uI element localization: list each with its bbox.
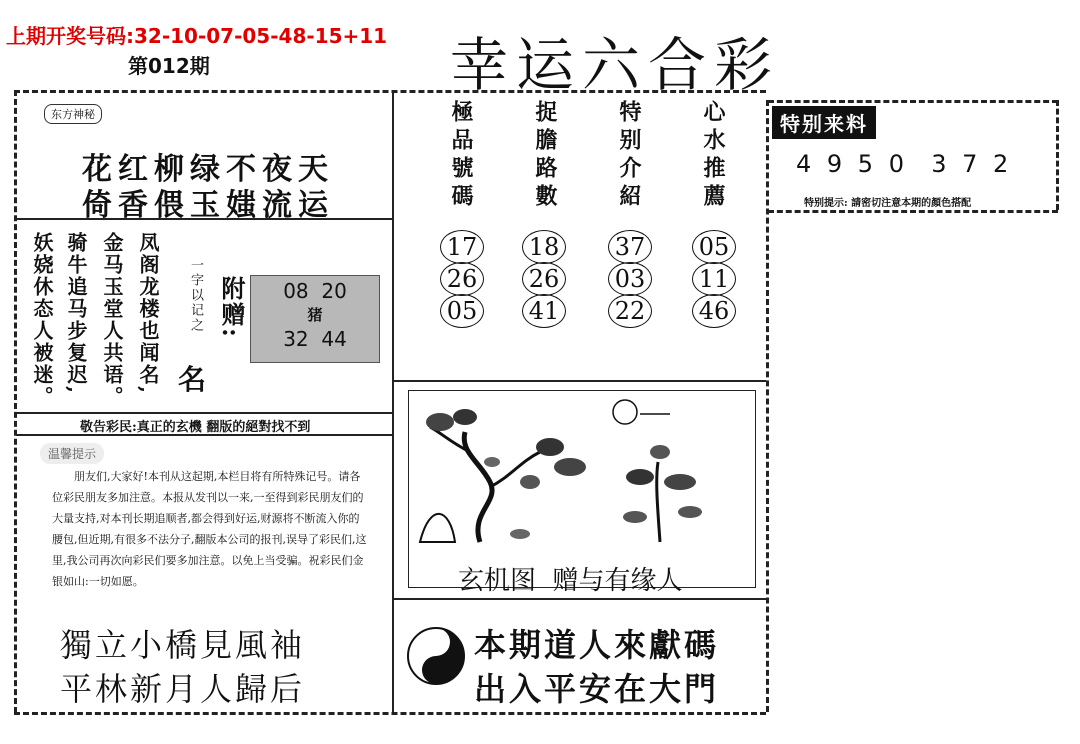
divider-right-1 bbox=[394, 380, 766, 382]
column-head-3: 特别介紹 bbox=[616, 100, 642, 212]
number-ball: 17 bbox=[440, 230, 484, 264]
number-ball: 18 bbox=[522, 230, 566, 264]
stamp-badge: 东方神秘 bbox=[44, 104, 102, 124]
frame-top-left bbox=[14, 90, 766, 93]
number-ball: 26 bbox=[522, 262, 566, 296]
bottom-right-poem-2: 出入平安在大門 bbox=[474, 670, 720, 708]
bottom-right-poem-1: 本期道人來獻碼 bbox=[474, 626, 720, 664]
last-draw-numbers: 上期开奖号码:32-10-07-05-48-15+11 bbox=[6, 24, 388, 48]
issue-number: 第012期 bbox=[128, 54, 210, 78]
notice-body: 朋友们,大家好!本刊从这起期,本栏目将有所特殊记号。请各位彩民朋友多加注意。本报从发刊以一来,一至得到彩民朋友们的大量支持,对本刊长期追顺者,都会得到好运,财源将不断流入你的腰包,但近期,有很多不法分子,翻版本公司的报刊,误导了彩民们,这里,我公司再次向彩民们要多加注意。以免上当受骗。祝彩民们金银如山:一切如愿。 bbox=[52, 470, 367, 588]
riddle-column-1: 妖娆休态人被迷。 bbox=[30, 232, 54, 408]
column-head-1: 極品號碼 bbox=[448, 100, 474, 212]
frame-special-bottom bbox=[768, 210, 1058, 213]
divider-center bbox=[392, 92, 394, 712]
column-head-4: 心水推薦 bbox=[700, 100, 726, 212]
number-ball: 05 bbox=[440, 294, 484, 328]
riddle-hint: 一字以记之 bbox=[188, 258, 203, 333]
riddle-column-3: 金马玉堂人共语。 bbox=[100, 232, 124, 408]
divider-left-2 bbox=[16, 412, 392, 414]
gift-numbers-2: 32 44 bbox=[283, 327, 347, 351]
riddle-column-2: 骑牛追马步复迟, bbox=[64, 232, 88, 395]
yin-yang-icon bbox=[406, 626, 466, 686]
special-tip: 特别提示: 請密切注意本期的顏色搭配 bbox=[804, 198, 972, 209]
page-title: 幸运六合彩 bbox=[450, 31, 781, 99]
mystery-caption: 玄机图 赠与有缘人 bbox=[458, 566, 683, 596]
divider-right-2 bbox=[394, 598, 766, 600]
gift-label: 附赠: bbox=[217, 276, 246, 339]
poem-line-1: 花红柳绿不夜天 bbox=[82, 152, 334, 187]
frame-left bbox=[14, 90, 17, 713]
gift-zodiac: 猪 bbox=[307, 306, 323, 324]
frame-right-far bbox=[1056, 100, 1059, 210]
number-ball: 11 bbox=[692, 262, 736, 296]
bottom-poem-2: 平林新月人歸后 bbox=[60, 670, 306, 708]
notice-badge: 温馨提示 bbox=[40, 443, 104, 464]
number-ball: 37 bbox=[608, 230, 652, 264]
riddle-answer-hint: 名 bbox=[178, 363, 207, 396]
frame-top-right bbox=[768, 100, 1058, 103]
special-label: 特别来料 bbox=[772, 106, 876, 139]
frame-bottom bbox=[14, 712, 766, 715]
number-ball: 05 bbox=[692, 230, 736, 264]
gift-box bbox=[250, 275, 380, 363]
riddle-column-4: 凤阁龙楼也闻名, bbox=[136, 232, 160, 395]
gift-numbers-1: 08 20 bbox=[283, 279, 347, 303]
number-ball: 22 bbox=[608, 294, 652, 328]
frame-right-mid bbox=[766, 100, 769, 712]
bottom-poem-1: 獨立小橋見風袖 bbox=[60, 626, 306, 664]
mystery-picture bbox=[410, 392, 752, 552]
warning-text: 敬告彩民:真正的玄機 翻版的絕對找不到 bbox=[80, 420, 311, 435]
number-ball: 46 bbox=[692, 294, 736, 328]
number-ball: 41 bbox=[522, 294, 566, 328]
special-numbers: 4 9 5 0 3 7 2 bbox=[796, 150, 1013, 178]
column-head-2: 捉膽路數 bbox=[532, 100, 558, 212]
number-ball: 03 bbox=[608, 262, 652, 296]
number-ball: 26 bbox=[440, 262, 484, 296]
poem-line-2: 倚香偎玉媸流运 bbox=[82, 188, 334, 223]
